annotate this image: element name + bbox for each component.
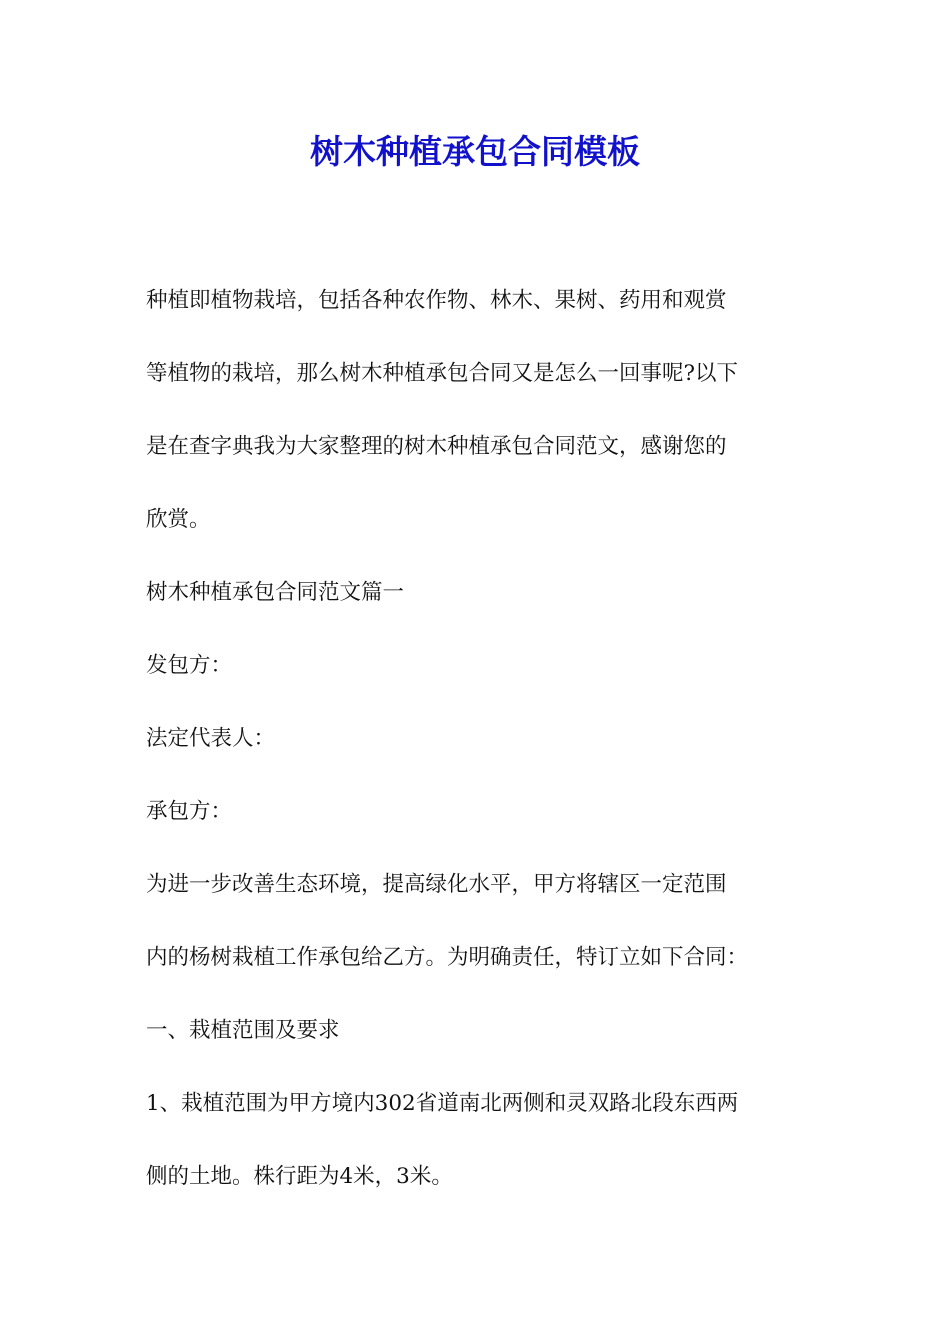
legal-representative-label: [146, 702, 808, 775]
clause-heading: [146, 994, 808, 1067]
text-line: 发包方：: [146, 653, 233, 678]
text-line: 法定代表人：: [146, 726, 276, 751]
text-line: 树木种植承包合同范文篇一: [146, 580, 405, 605]
preamble-paragraph: [146, 848, 808, 994]
clause-paragraph: [146, 1067, 808, 1213]
document-title: 树木种植承包合同模板: [310, 132, 640, 171]
section-heading: [146, 556, 808, 629]
party-a-label: [146, 629, 808, 702]
text-line: 种植即植物栽培，包括各种农作物、林木、果树、药用和观赏: [146, 288, 727, 313]
text-line: 侧的土地。株行距为4米，3米。: [146, 1164, 453, 1189]
document-body: [146, 264, 808, 1213]
text-line: 承包方：: [146, 799, 233, 824]
text-line: 内的杨树栽植工作承包给乙方。为明确责任，特订立如下合同：: [146, 945, 749, 970]
text-line: 为进一步改善生态环境，提高绿化水平，甲方将辖区一定范围: [146, 872, 727, 897]
text-line: 一、栽植范围及要求: [146, 1018, 340, 1043]
text-line: 欣赏。: [146, 507, 211, 532]
party-b-label: [146, 775, 808, 848]
text-line: 是在查字典我为大家整理的树木种植承包合同范文，感谢您的: [146, 434, 727, 459]
intro-paragraph: [146, 264, 808, 556]
text-line: 1、栽植范围为甲方境内302省道南北两侧和灵双路北段东西两: [146, 1091, 739, 1116]
text-line: 等植物的栽培，那么树木种植承包合同又是怎么一回事呢?以下: [146, 361, 739, 386]
